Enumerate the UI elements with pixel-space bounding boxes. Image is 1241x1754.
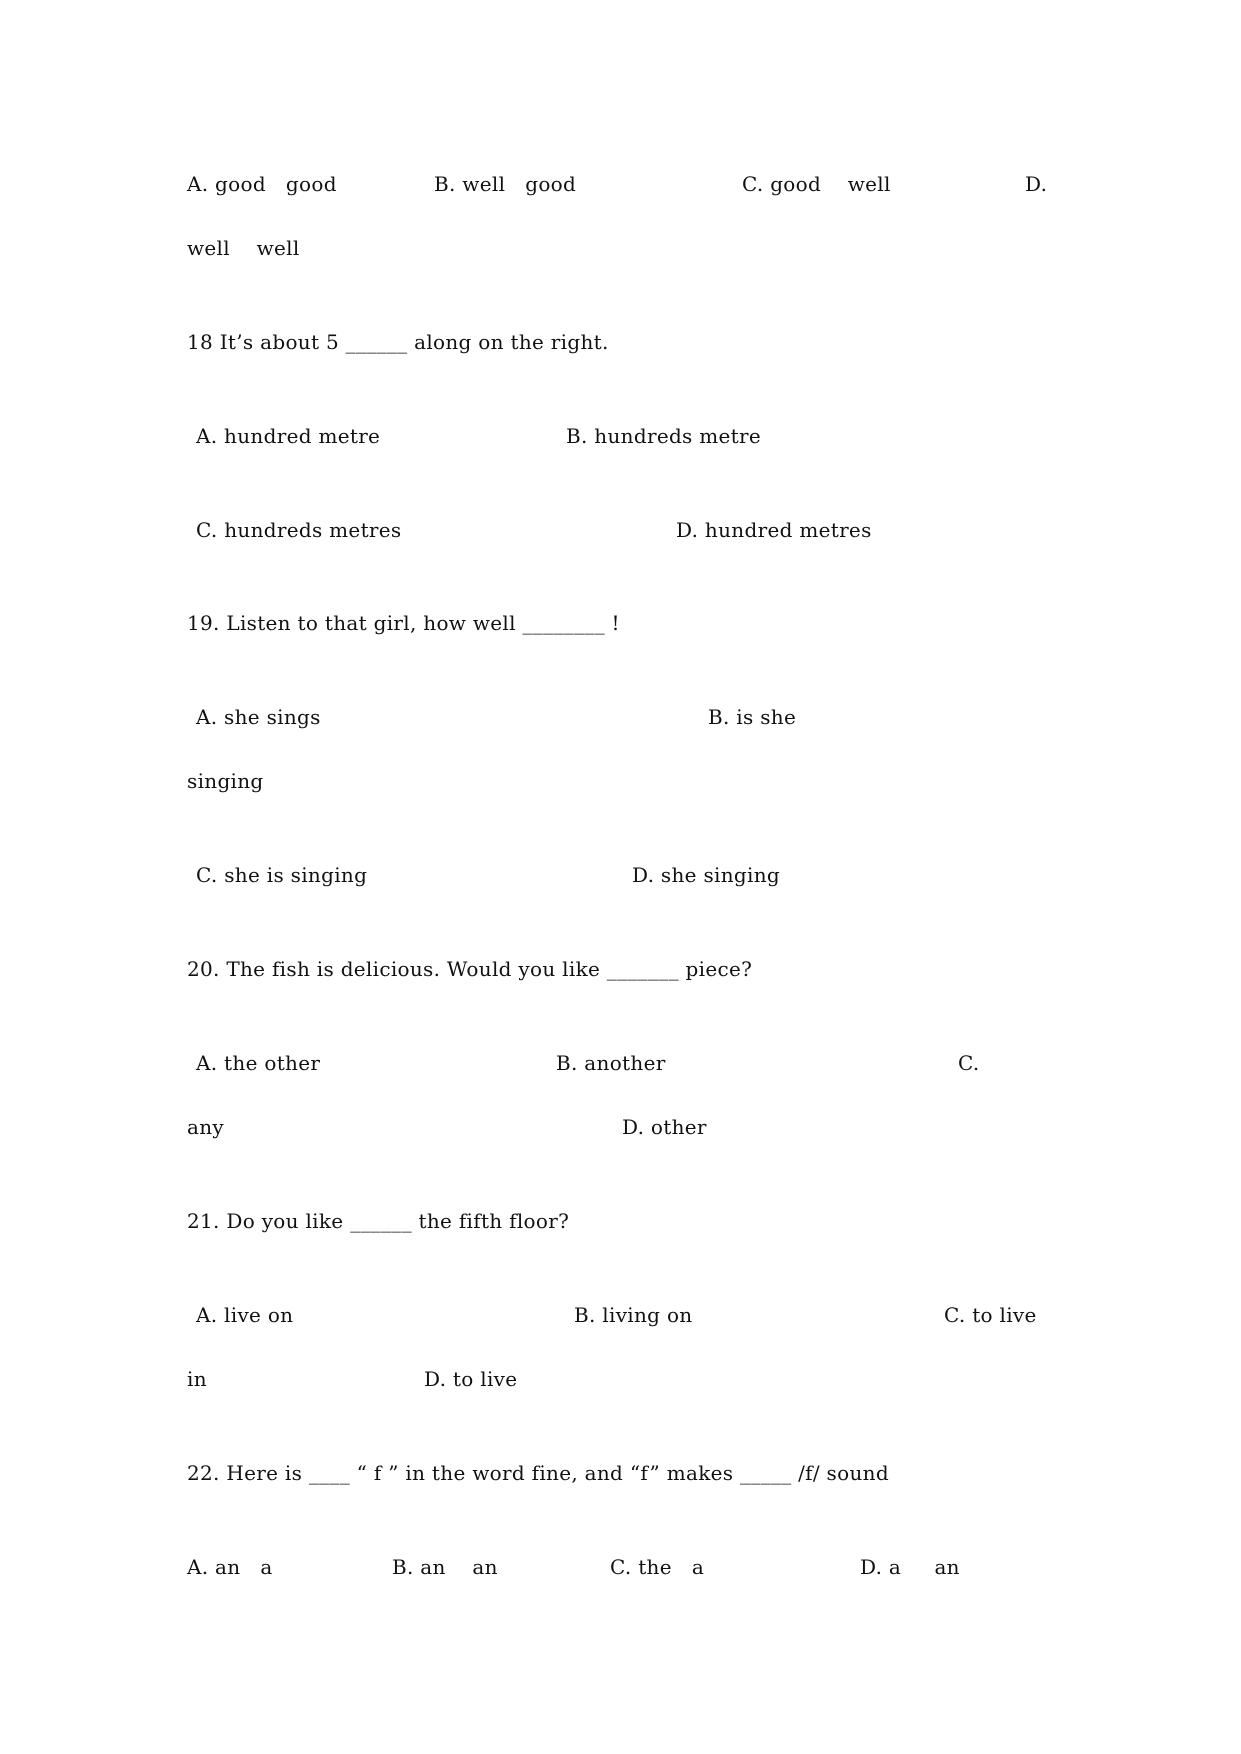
q19-option-c: C. she is singing [196, 863, 368, 887]
q17-option-c: C. good well [742, 172, 891, 196]
q17-option-b: B. well good [434, 172, 577, 196]
q19-option-b: B. is she [708, 705, 797, 729]
q17-option-d-text: well well [187, 236, 300, 260]
q17-option-a: A. good good [187, 172, 337, 196]
q21-question: 21. Do you like ______ the fifth floor? [187, 1209, 570, 1233]
q19-option-d: D. she singing [632, 863, 780, 887]
q18-option-a: A. hundred metre [196, 424, 381, 448]
q21-option-a: A. live on [196, 1303, 294, 1327]
q19-option-a: A. she sings [196, 705, 321, 729]
q19-question: 19. Listen to that girl, how well ________ ! [187, 611, 620, 635]
q22-option-d: D. a an [860, 1555, 960, 1579]
q18-option-b: B. hundreds metre [566, 424, 762, 448]
q20-option-b: B. another [556, 1051, 666, 1075]
q22-option-b: B. an an [392, 1555, 498, 1579]
q21-option-d: D. to live [424, 1367, 518, 1391]
q21-option-c: C. to live [944, 1303, 1037, 1327]
q21-option-c-cont: in [187, 1367, 207, 1391]
q17-option-d: D. [1025, 172, 1048, 196]
q22-option-c: C. the a [610, 1555, 705, 1579]
q20-question: 20. The fish is delicious. Would you like _______ piece? [187, 957, 753, 981]
q18-question: 18 It’s about 5 ______ along on the right. [187, 330, 609, 354]
q20-option-d: D. other [622, 1115, 707, 1139]
q22-option-a: A. an a [187, 1555, 273, 1579]
q18-option-c: C. hundreds metres [196, 518, 402, 542]
q18-option-d: D. hundred metres [676, 518, 872, 542]
q20-option-a: A. the other [196, 1051, 321, 1075]
q22-question: 22. Here is ____ “ f ” in the word fine, and “f” makes _____ /f/ sound [187, 1461, 889, 1485]
q20-option-c-cont: any [187, 1115, 225, 1139]
q21-option-b: B. living on [574, 1303, 693, 1327]
q19-option-b-cont: singing [187, 769, 264, 793]
q20-option-c: C. [958, 1051, 980, 1075]
